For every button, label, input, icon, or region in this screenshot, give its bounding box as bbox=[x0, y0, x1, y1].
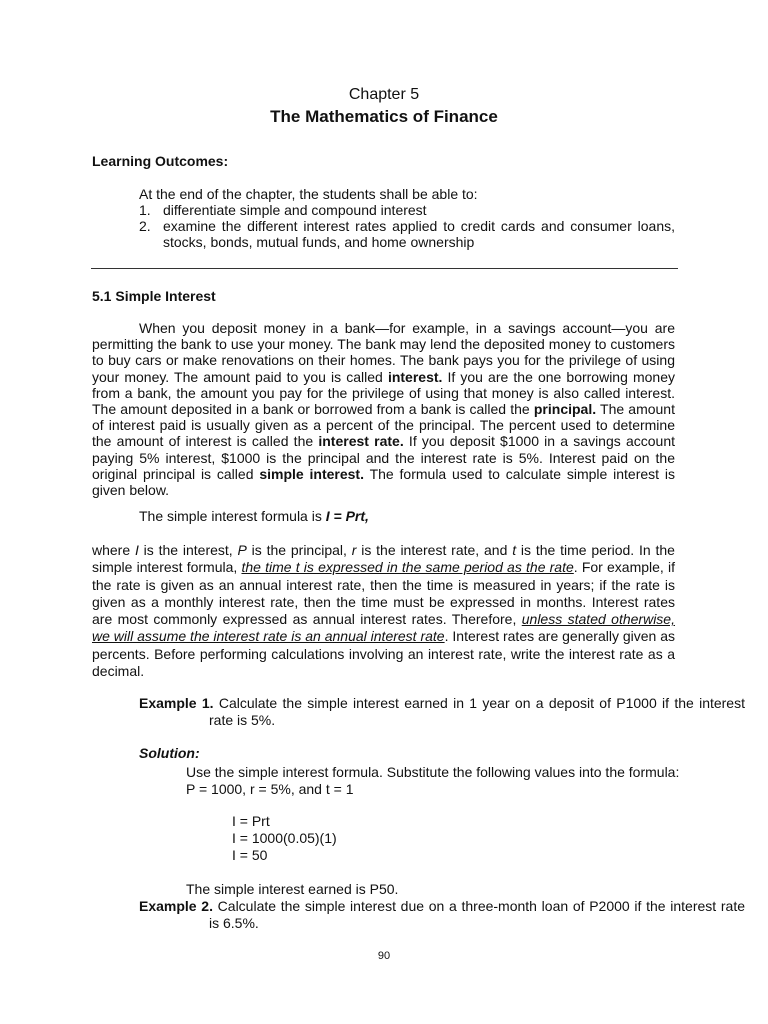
variable: r bbox=[351, 542, 357, 558]
example-text: Calculate the simple interest earned in 1 year on a deposit of P1000 if the interest rate is 5%. bbox=[209, 695, 745, 728]
list-item bbox=[139, 218, 675, 250]
example-label: Example 2. bbox=[139, 898, 213, 914]
solution-calculation bbox=[232, 813, 337, 864]
text: If you are the one borrowing money from a bank, the amount you pay for the privilege of using that money is also called interest. The amount deposited in a bank or borrowed from a bank is called the bbox=[92, 368, 675, 418]
section-heading: 5.1 Simple Interest bbox=[92, 288, 216, 304]
text: . For example, if the rate is given as an annual interest rate, then the time is measured in years; if the rate is given as a monthly interest rate, then the time must be expressed in months. Interest rates are most commonly expressed as annual interest rates. Therefore, bbox=[92, 559, 676, 628]
solution-values: P = 1000, r = 5%, and t = 1 bbox=[186, 781, 354, 797]
term-principal: principal. bbox=[533, 401, 597, 418]
paragraph-formula-explanation bbox=[92, 542, 675, 680]
section-divider bbox=[91, 268, 678, 269]
list-item-number: 2. bbox=[139, 218, 151, 235]
text: is the time period. In the simple interest formula, bbox=[92, 542, 675, 576]
example-2 bbox=[139, 898, 745, 932]
calc-step: I = 50 bbox=[232, 847, 268, 863]
learning-outcomes-list bbox=[139, 202, 675, 251]
text: The formula used to calculate simple interest is given below. bbox=[92, 465, 676, 499]
page-number: 90 bbox=[377, 950, 391, 962]
example-1 bbox=[139, 695, 745, 729]
chapter-number: Chapter 5 bbox=[348, 86, 420, 103]
text: is the interest, bbox=[138, 542, 238, 558]
calc-step: I = 1000(0.05)(1) bbox=[232, 830, 337, 846]
text: is the interest rate, and bbox=[356, 542, 513, 558]
example-text: Calculate the simple interest due on a three-month loan of P2000 if the interest rate is 6.5%. bbox=[209, 898, 746, 931]
chapter-title: The Mathematics of Finance bbox=[270, 107, 498, 126]
calc-step: I = Prt bbox=[232, 813, 270, 829]
list-item-text: differentiate simple and compound interest bbox=[163, 202, 427, 218]
learning-outcomes-heading: Learning Outcomes: bbox=[92, 153, 229, 169]
solution-label: Solution: bbox=[139, 745, 200, 761]
text: If you deposit $1000 in a savings account paying 5% interest, $1000 is the principal and the interest rate is 5%. Interest paid on the original principal is called bbox=[92, 433, 675, 482]
paragraph-simple-interest-intro bbox=[92, 320, 675, 498]
text: The amount of interest paid is usually given as a percent of the principal. The percent used to determine the amount of interest is called the bbox=[92, 401, 675, 450]
text: where bbox=[92, 542, 135, 558]
simple-interest-formula: I = Prt, bbox=[325, 508, 369, 524]
formula-statement bbox=[139, 508, 369, 524]
variable: t bbox=[512, 542, 517, 558]
emphasis-time-period: the time t is expressed in the same period as the rate bbox=[241, 559, 574, 576]
variable: P bbox=[237, 542, 247, 558]
solution-result: The simple interest earned is P50. bbox=[186, 881, 399, 897]
text: is the principal, bbox=[246, 542, 352, 558]
list-item-text: examine the different interest rates applied to credit cards and consumer loans, stocks, bonds, mutual funds, and home ownership bbox=[163, 218, 675, 251]
text: The simple interest formula is bbox=[139, 508, 326, 524]
list-item bbox=[139, 202, 675, 218]
term-interest: interest. bbox=[387, 368, 443, 385]
solution-body bbox=[186, 764, 679, 798]
emphasis-annual-rate: unless stated otherwise, we will assume the interest rate is an annual interest rate bbox=[92, 611, 675, 645]
term-simple-interest: simple interest. bbox=[259, 465, 364, 482]
list-item-number: 1. bbox=[139, 202, 151, 218]
learning-outcomes-intro: At the end of the chapter, the students shall be able to: bbox=[139, 186, 478, 202]
solution-line: Use the simple interest formula. Substitute the following values into the formula: bbox=[186, 764, 680, 780]
variable: I bbox=[134, 542, 139, 558]
term-interest-rate: interest rate. bbox=[318, 433, 404, 450]
text: . Interest rates are generally given as percents. Before performing calculations involving an interest rate, write the interest rate as a decimal. bbox=[92, 628, 676, 680]
example-label: Example 1. bbox=[139, 695, 214, 711]
text: When you deposit money in a bank—for example, in a savings account—you are permitting the bank to use your money. The bank may lend the deposited money to customers to buy cars or make renovations on their homes. The bank pays you for the privilege of using your money. The amount paid to you is called bbox=[92, 320, 675, 385]
